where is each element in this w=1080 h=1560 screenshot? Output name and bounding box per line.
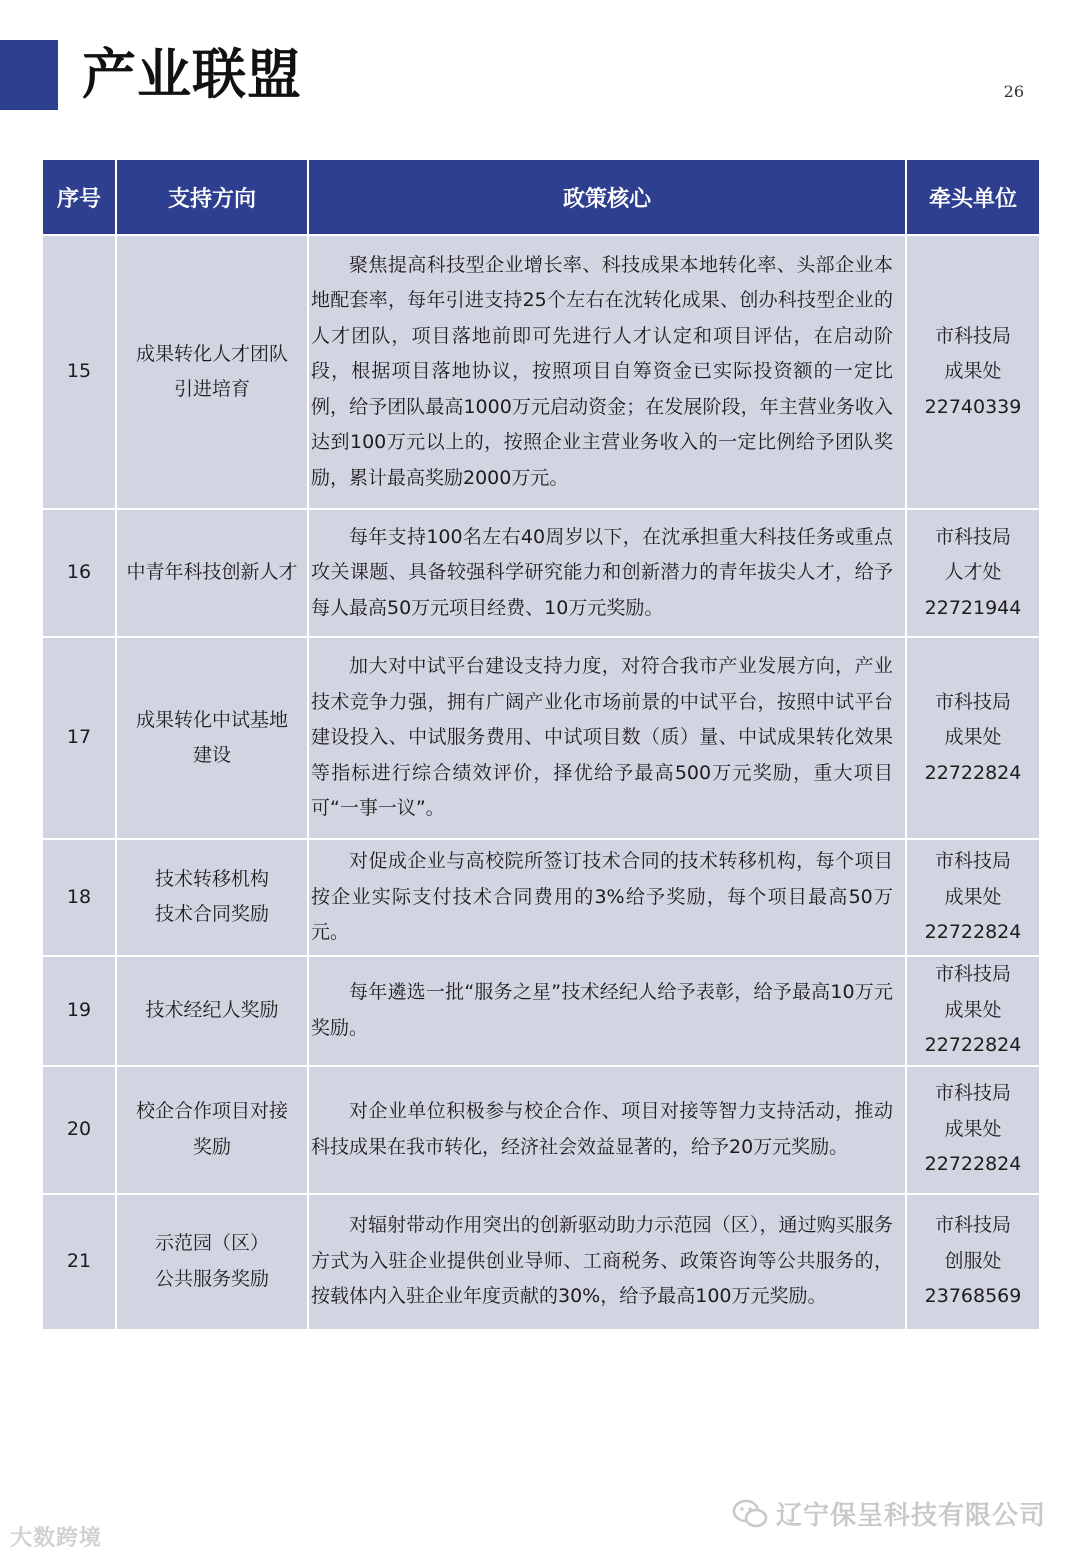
table-row (42, 637, 1040, 839)
lead-unit-line: 市科技局 (934, 1082, 1011, 1105)
lead-unit-cell (906, 637, 1040, 839)
policy-core-cell (308, 1066, 906, 1194)
lead-unit-phone: 22722824 (924, 761, 1022, 784)
row-number-cell: 20 (42, 1066, 116, 1194)
lead-unit-cell (906, 956, 1040, 1066)
policy-core-text: 每年支持100名左右40周岁以下，在沈承担重大科技任务或重点攻关课题、具备较强科学研究能力和创新潜力的青年拔尖人才，给予每人最高50万元项目经费、10万元奖励。 (311, 525, 893, 619)
support-direction-line: 中青年科技创新人才 (126, 561, 298, 584)
watermark-right-text: 辽宁保呈科技有限公司 (775, 1501, 1046, 1531)
watermark-right (732, 1495, 1046, 1532)
lead-unit-phone: 22721944 (924, 596, 1022, 619)
lead-unit-line: 创服处 (944, 1249, 1002, 1272)
policy-core-cell (308, 509, 906, 637)
lead-unit-line: 市科技局 (934, 525, 1011, 548)
support-direction-line: 成果转化人才团队 (135, 342, 288, 365)
lead-unit-line: 成果处 (944, 726, 1002, 749)
support-direction-line: 示范园（区） (154, 1232, 269, 1254)
policy-core-text: 聚焦提高科技型企业增长率、科技成果本地转化率、头部企业本地配套率，每年引进支持25个左右在沈转化成果、创办科技型企业的人才团队，项目落地前即可先进行人才认定和项目评估，在启动阶段，根据项目落地协议，按照项目自筹资金已实际投资额的一定比例，给予团队最高1000万元启动资金；在发展阶段，年主营业务收入达到100万元以上的，按照企业主营业务收入的一定比例给予团队奖励，累计最高奖励2000万元。 (311, 253, 893, 489)
lead-unit-phone: 23768569 (924, 1285, 1022, 1308)
row-number-cell: 19 (42, 956, 116, 1066)
table-row (42, 1066, 1040, 1194)
support-direction-line: 成果转化中试基地 (135, 708, 288, 731)
watermark-left: 大数跨境 (10, 1526, 103, 1551)
lead-unit-line: 市科技局 (934, 324, 1011, 347)
lead-unit-line: 市科技局 (934, 1214, 1011, 1237)
support-direction-line: 公共服务奖励 (154, 1267, 269, 1290)
support-direction-line: 校企合作项目对接 (135, 1100, 288, 1122)
lead-unit-cell (906, 1194, 1040, 1330)
lead-unit-cell (906, 235, 1040, 509)
column-header-number: 序号 (42, 159, 116, 235)
policy-core-text: 对企业单位积极参与校企合作、项目对接等智力支持活动，推动科技成果在我市转化，经济社会效益显著的，给予20万元奖励。 (311, 1100, 893, 1158)
lead-unit-line: 成果处 (944, 885, 1002, 908)
title-accent-bar (0, 40, 58, 110)
policy-table (41, 158, 1041, 1331)
support-direction-cell (116, 839, 308, 956)
column-header-direction: 支持方向 (116, 159, 308, 235)
support-direction-cell (116, 956, 308, 1066)
lead-unit-line: 人才处 (944, 561, 1002, 584)
lead-unit-line: 市科技局 (934, 690, 1011, 713)
lead-unit-phone: 22722824 (924, 921, 1022, 943)
table-row (42, 956, 1040, 1066)
support-direction-cell (116, 509, 308, 637)
support-direction-cell (116, 637, 308, 839)
policy-core-cell (308, 235, 906, 509)
table-header-row (42, 159, 1040, 235)
policy-core-cell (308, 637, 906, 839)
page-number: 26 (1003, 82, 1024, 101)
lead-unit-line: 成果处 (944, 1117, 1002, 1140)
row-number-cell: 16 (42, 509, 116, 637)
lead-unit-cell (906, 509, 1040, 637)
policy-core-text: 每年遴选一批“服务之星”技术经纪人给予表彰，给予最高10万元奖励。 (311, 981, 893, 1039)
lead-unit-line: 成果处 (944, 998, 1002, 1021)
row-number-cell: 18 (42, 839, 116, 956)
lead-unit-phone: 22722824 (924, 1034, 1022, 1057)
page-title: 产业联盟 (82, 43, 302, 106)
lead-unit-phone: 22740339 (924, 395, 1022, 418)
support-direction-cell (116, 1066, 308, 1194)
lead-unit-cell (906, 1066, 1040, 1194)
column-header-lead: 牵头单位 (906, 159, 1040, 235)
policy-core-cell (308, 956, 906, 1066)
support-direction-line: 技术经纪人奖励 (145, 998, 279, 1021)
policy-core-text: 对辐射带动作用突出的创新驱动助力示范园（区），通过购买服务方式为入驻企业提供创业导师、工商税务、政策咨询等公共服务的，按载体内入驻企业年度贡献的30%，给予最高100万元奖励。 (311, 1214, 893, 1308)
lead-unit-line: 市科技局 (934, 850, 1011, 872)
table-row (42, 839, 1040, 956)
row-number-cell: 15 (42, 235, 116, 509)
table-row (42, 235, 1040, 509)
support-direction-line: 技术合同奖励 (154, 903, 269, 926)
policy-core-cell (308, 1194, 906, 1330)
row-number-cell: 21 (42, 1194, 116, 1330)
policy-core-cell (308, 839, 906, 956)
support-direction-line: 引进培育 (173, 378, 250, 400)
policy-core-text: 加大对中试平台建设支持力度，对符合我市产业发展方向，产业技术竞争力强，拥有广阔产业化市场前景的中试平台，按照中试平台建设投入、中试服务费用、中试项目数（质）量、中试成果转化效果等指标进行综合绩效评价，择优给予最高500万元奖励，重大项目可“一事一议”。 (311, 655, 893, 820)
support-direction-cell (116, 1194, 308, 1330)
support-direction-line: 奖励 (192, 1135, 231, 1158)
lead-unit-line: 市科技局 (934, 963, 1011, 986)
row-number-cell: 17 (42, 637, 116, 839)
wechat-icon (732, 1499, 768, 1529)
lead-unit-phone: 22722824 (924, 1153, 1022, 1176)
policy-core-text: 对促成企业与高校院所签订技术合同的技术转移机构，每个项目按企业实际支付技术合同费用的3%给予奖励，每个项目最高50万元。 (311, 850, 893, 943)
lead-unit-line: 成果处 (944, 360, 1002, 383)
table-row (42, 509, 1040, 637)
lead-unit-cell (906, 839, 1040, 956)
support-direction-line: 技术转移机构 (154, 867, 269, 890)
support-direction-cell (116, 235, 308, 509)
column-header-core: 政策核心 (308, 159, 906, 235)
support-direction-line: 建设 (192, 744, 231, 766)
table-row (42, 1194, 1040, 1330)
